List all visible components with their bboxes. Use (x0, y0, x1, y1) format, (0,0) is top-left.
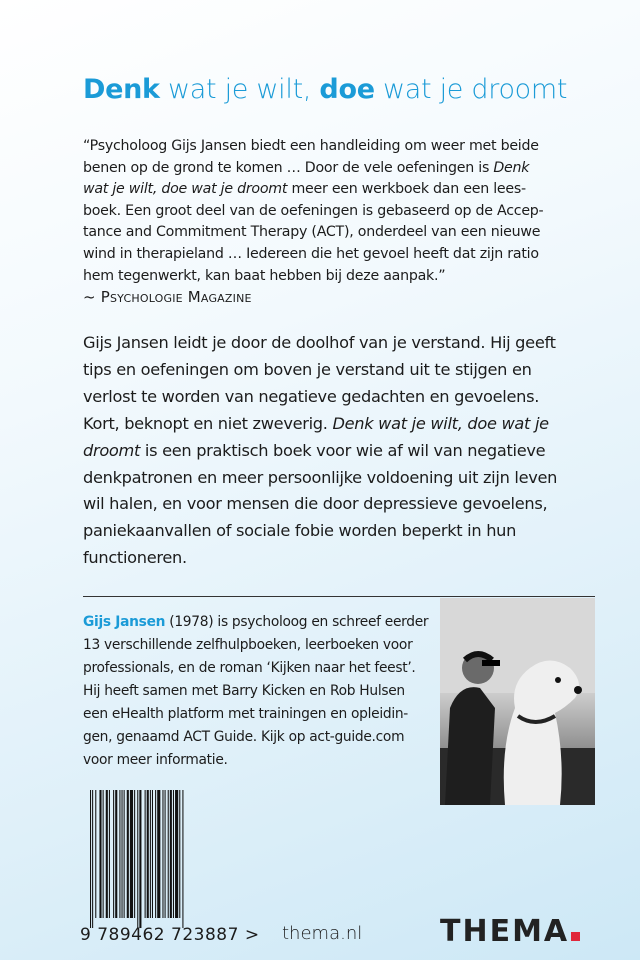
description (83, 330, 623, 572)
barcode-bar (113, 790, 114, 918)
barcode-bar (155, 790, 156, 918)
barcode-bar (150, 790, 151, 918)
barcode-bar (165, 790, 166, 918)
title-bold-2: doe (319, 74, 375, 105)
quote-line: hem tegenwerkt, kan baat hebben bij deze aanpak.” (83, 267, 446, 284)
quote-line: wind in therapieland … Iedereen die het gevoel heeft dat zijn ratio (83, 245, 539, 262)
bio-line: voor meer informatie. (83, 752, 228, 768)
description-line: functioneren. (83, 548, 187, 568)
barcode-bar (90, 790, 91, 928)
publisher-logo (440, 914, 580, 949)
bio-line: Hij heeft samen met Barry Kicken en Rob Hulsen (83, 683, 405, 699)
barcode-bar (95, 790, 96, 918)
description-italic: Denk wat je wilt, doe wat je (332, 413, 549, 433)
quote-italic: Denk (493, 159, 530, 176)
barcode-bar (170, 790, 172, 918)
barcode-bar (145, 790, 146, 918)
barcode-bar (119, 790, 120, 918)
title-part: wat je wilt, (159, 74, 320, 105)
title-part: wat je droomt (374, 74, 568, 105)
barcode (80, 790, 222, 928)
barcode-bar (92, 790, 93, 928)
barcode-bar (182, 790, 183, 928)
author-name: Gijs Jansen (83, 614, 166, 630)
barcode-bar (168, 790, 169, 918)
description-line: verlost te worden van negatieve gedachten en gevoelens. (83, 386, 540, 406)
quote-line: boek. Een groot deel van de oefeningen is gebaseerd op de Accep- (83, 202, 544, 219)
book-title (83, 74, 567, 105)
barcode-bar (115, 790, 117, 918)
barcode-bar (137, 790, 138, 928)
barcode-bar (124, 790, 125, 918)
author-with-dog-image (440, 598, 595, 805)
logo-dot (571, 932, 580, 941)
bio-line (83, 611, 443, 634)
barcode-bar (103, 790, 104, 918)
barcode-bar (127, 790, 129, 918)
quote-line: “Psycholoog Gijs Jansen biedt een handleiding om weer met beide (83, 138, 539, 154)
description-line: Gijs Jansen leidt je door de doolhof van je verstand. Hij geeft (83, 333, 556, 352)
bio-line: 13 verschillende zelfhulpboeken, leerboeken voor (83, 637, 413, 653)
review-quote (83, 136, 613, 309)
bio-line: een eHealth platform met trainingen en opleidin- (83, 706, 408, 722)
quote-line: tance and Commitment Therapy (ACT), onderdeel van een nieuwe (83, 224, 541, 241)
barcode-bar (162, 790, 163, 918)
author-bio (83, 611, 443, 772)
barcode-bar (147, 790, 149, 918)
description-italic: droomt (83, 440, 141, 460)
barcode-bar (152, 790, 153, 918)
description-line: tips en oefeningen om boven je verstand uit te stijgen en (83, 359, 532, 379)
barcode-bar (109, 790, 110, 918)
barcode-bar (134, 790, 135, 918)
isbn-number: 9 789462 723887 > (80, 925, 260, 945)
description-line (83, 411, 623, 438)
quote-italic: wat je wilt, doe wat je droomt (83, 181, 288, 198)
barcode-bar (139, 790, 141, 928)
bio-text: (1978) is psycholoog en schreef eerder (165, 614, 429, 630)
quote-source: ~ Psychologie Magazine (83, 288, 252, 307)
barcode-bar (99, 790, 101, 918)
barcode-bar (157, 790, 160, 918)
barcode-bar (130, 790, 133, 918)
barcode-bar (173, 790, 174, 918)
quote-text: meer een werkboek dan een lees- (291, 181, 526, 198)
author-photo (440, 598, 595, 805)
description-line: paniekaanvallen of sociale fobie worden beperkt in hun (83, 521, 517, 541)
divider (83, 596, 595, 597)
bio-line: professionals, en de roman ‘Kijken naar het feest’. (83, 660, 416, 676)
description-line: wil halen, en voor mensen die door depressieve gevoelens, (83, 494, 548, 514)
title-bold-1: Denk (83, 74, 160, 105)
quote-text: benen op de grond te komen … Door de vele oefeningen is (83, 159, 494, 176)
barcode-bars (80, 790, 222, 928)
description-line: denkpatronen en meer persoonlijke voldoening uit zijn leven (83, 467, 558, 487)
description-line (83, 438, 623, 465)
description-text: Kort, beknopt en niet zweverig. (83, 413, 333, 433)
barcode-bar (179, 790, 180, 918)
barcode-bar (106, 790, 108, 918)
bio-line: gen, genaamd ACT Guide. Kijk op act-guide.com (83, 729, 405, 745)
quote-line (83, 158, 613, 180)
publisher-website: thema.nl (282, 923, 363, 944)
publisher-name: THEMA (440, 914, 570, 949)
description-text: is een praktisch boek voor wie af wil van negatieve (140, 440, 546, 460)
barcode-bar (122, 790, 123, 918)
barcode-bar (175, 790, 178, 918)
quote-line (83, 179, 613, 201)
